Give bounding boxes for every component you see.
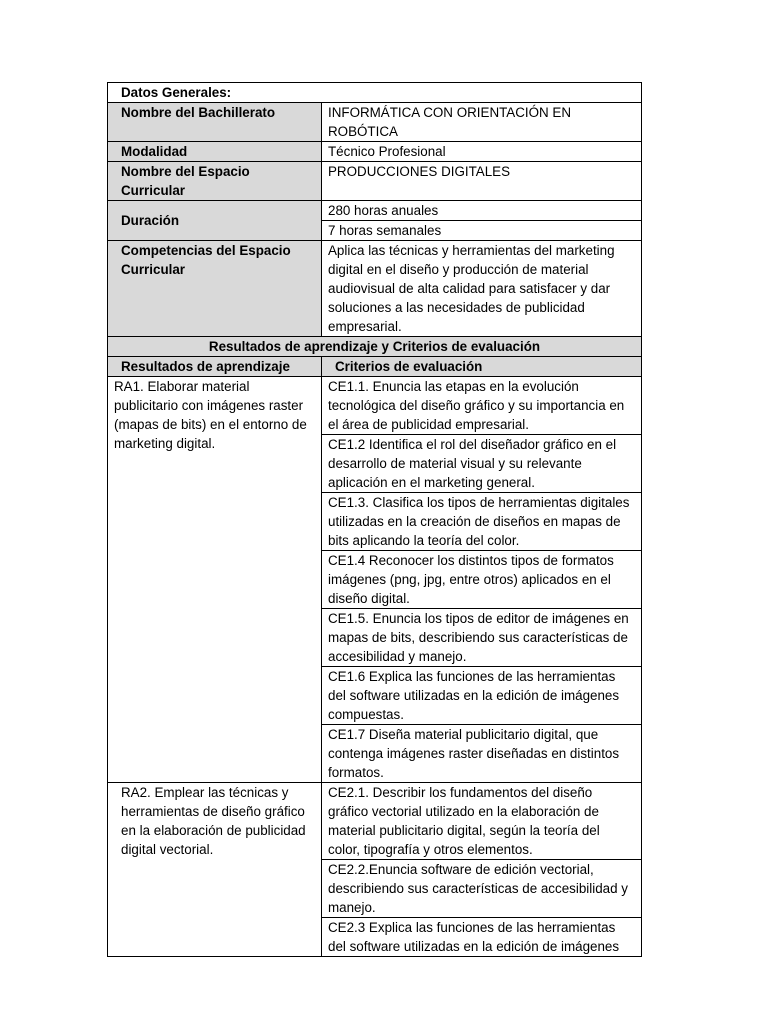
table-row (108, 103, 642, 142)
competencias-label: Competencias del Espacio Curricular (108, 241, 322, 337)
table-row (108, 783, 642, 860)
general-header: Datos Generales: (108, 83, 642, 103)
ce-1-7: CE1.7 Diseña material publicitario digital, que contenga imágenes raster diseñadas en distintos formatos. (322, 725, 642, 783)
curriculum-table (107, 82, 642, 957)
table-row (108, 241, 642, 337)
section-title-row (108, 337, 642, 357)
bachillerato-label: Nombre del Bachillerato (108, 103, 322, 142)
ra2-text: RA2. Emplear las técnicas y herramientas de diseño gráfico en la elaboración de publicidad digital vectorial. (108, 783, 322, 957)
competencias-value: Aplica las técnicas y herramientas del marketing digital en el diseño y producción de material audiovisual de alta calidad para satisfacer y dar soluciones a las necesidades de publicidad empresarial. (322, 241, 642, 337)
duracion-weekly: 7 horas semanales (322, 221, 642, 241)
ce-1-2: CE1.2 Identifica el rol del diseñador gráfico en el desarrollo de material visual y su relevante aplicación en el marketing general. (322, 435, 642, 493)
duracion-annual: 280 horas anuales (322, 201, 642, 221)
ce-1-1: CE1.1. Enuncia las etapas en la evolución tecnológica del diseño gráfico y su importancia en el área de publicidad empresarial. (322, 377, 642, 435)
column-header-ra: Resultados de aprendizaje (108, 357, 322, 377)
general-header-row (108, 83, 642, 103)
table-row (108, 162, 642, 201)
table-row (108, 201, 642, 221)
ce-1-3: CE1.3. Clasifica los tipos de herramientas digitales utilizadas en la creación de diseños en mapas de bits aplicando la teoría del color. (322, 493, 642, 551)
modalidad-value: Técnico Profesional (322, 142, 642, 162)
table-row (108, 377, 642, 435)
bachillerato-value: INFORMÁTICA CON ORIENTACIÓN EN ROBÓTICA (322, 103, 642, 142)
ce-1-6: CE1.6 Explica las funciones de las herramientas del software utilizadas en la edición de imágenes compuestas. (322, 667, 642, 725)
ce-1-4: CE1.4 Reconocer los distintos tipos de formatos imágenes (png, jpg, entre otros) aplicados en el diseño digital. (322, 551, 642, 609)
column-header-row (108, 357, 642, 377)
espacio-value: PRODUCCIONES DIGITALES (322, 162, 642, 201)
espacio-label: Nombre del Espacio Curricular (108, 162, 322, 201)
section-title: Resultados de aprendizaje y Criterios de evaluación (108, 337, 642, 357)
ce-2-3: CE2.3 Explica las funciones de las herramientas del software utilizadas en la edición de imágenes (322, 918, 642, 957)
ce-2-1: CE2.1. Describir los fundamentos del diseño gráfico vectorial utilizado en la elaboración de material publicitario digital, según la teoría del color, tipografía y otros elementos. (322, 783, 642, 860)
ce-1-5: CE1.5. Enuncia los tipos de editor de imágenes en mapas de bits, describiendo sus características de accesibilidad y manejo. (322, 609, 642, 667)
ra1-text: RA1. Elaborar material publicitario con imágenes raster (mapas de bits) en el entorno de marketing digital. (108, 377, 322, 783)
modalidad-label: Modalidad (108, 142, 322, 162)
duracion-label: Duración (108, 201, 322, 241)
ce-2-2: CE2.2.Enuncia software de edición vectorial, describiendo sus características de accesibilidad y manejo. (322, 860, 642, 918)
table-row (108, 142, 642, 162)
column-header-ce: Criterios de evaluación (322, 357, 642, 377)
